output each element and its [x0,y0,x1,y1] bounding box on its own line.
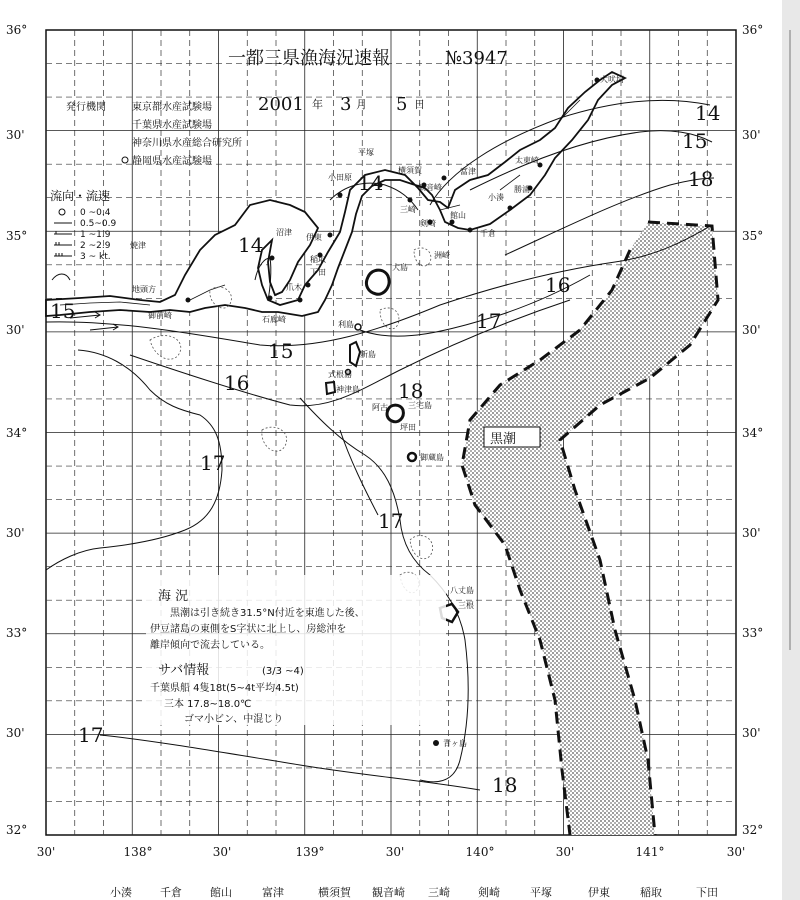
issuer-1: 東京都水産試験場 [132,102,212,113]
place-label: 勝浦 [514,185,530,194]
date-month: 3 [340,94,352,115]
place-label: 横須賀 [398,166,422,175]
saba-line-2: 三本 17.8~18.0℃ [164,699,252,710]
isotherm-label: 14 [358,171,384,195]
place-label: 小湊 [488,193,504,202]
bottom-strip-item: 観音崎 [372,886,405,899]
bottom-strip [0,882,800,900]
issuer-4: 静岡県水産試験場 [132,156,212,167]
longitude-label: 30' [36,845,56,859]
toshima-island [355,324,361,330]
latitude-label: 35° [6,229,28,243]
bottom-strip-item: 館山 [210,886,232,899]
isotherm-label: 15 [682,129,708,153]
place-label: 焼津 [130,241,146,250]
saba-line-1: 千葉県船 4隻18t(5~4t平均4.5t) [150,683,299,694]
place-label: 坪田 [400,423,416,432]
isotherm-label: 16 [545,273,571,297]
longitude-label: 30' [726,845,746,859]
place-label: 洲崎 [434,251,450,260]
latitude-label: 32° [742,823,764,837]
bottom-strip-item: 平塚 [530,886,552,899]
place-label: 下田 [310,268,326,277]
place-label: 爪木 [286,283,302,292]
bottom-strip-item: 伊東 [588,886,610,899]
miyakejima-island [387,405,403,422]
isotherm-label: 18 [688,167,714,191]
legend-item-1: 0 ~0.4 [80,208,111,218]
legend-item-2: 0.5~0.9 [80,219,117,229]
latitude-label: 35° [742,229,764,243]
latitude-labels-right [742,23,763,837]
latitude-label: 30' [6,323,25,337]
report-line-3: 離岸傾向で流去している。 [150,640,270,651]
bottom-strip-item: 三崎 [428,886,450,899]
place-label: 稲取 [310,255,326,264]
place-label: 三崎 [400,205,416,214]
legend-title: 流向・流速 [50,189,111,203]
legend-item-4: 2 ~2.9 [80,241,111,251]
report-number: №3947 [445,48,508,69]
issuer-2: 千葉県水産試験場 [132,120,212,131]
latitude-label: 32° [6,823,28,837]
kozushima-island [326,382,335,394]
latitude-labels-left [6,23,27,837]
place-label: 大島 [392,263,408,272]
issuers-label: 発行機関 [66,102,106,113]
longitude-label: 30' [555,845,575,859]
latitude-label: 30' [742,526,761,540]
place-label: 千倉 [480,229,496,238]
date-year-unit: 年 [312,98,323,111]
place-label: 犬吠埼 [600,75,624,84]
place-label: 御蔵島 [420,453,444,462]
saba-line-3: ゴマ小ビン、中混じり [184,714,284,725]
date-day-unit: 日 [414,98,425,111]
place-label: 太東崎 [515,156,539,165]
isotherm-label: 14 [695,101,721,125]
bottom-strip-item: 富津 [262,886,284,899]
place-label: 石廊崎 [262,315,286,324]
bottom-strip-item: 小湊 [110,886,132,899]
report-line-2: 伊豆諸島の東側をS字状に北上し、房総沖を [150,624,347,635]
place-label: 式根島 [328,370,352,379]
date-day: 5 [396,94,408,115]
place-label: 沼津 [276,228,292,237]
latitude-label: 36° [742,23,764,37]
scan-edge [782,0,800,900]
isotherm-label: 16 [224,371,250,395]
latitude-label: 30' [742,323,761,337]
aogashima-island [433,740,439,746]
place-label: 青ヶ島 [443,739,467,748]
report-title: 海 況 [158,589,189,604]
isotherm-label: 17 [200,451,226,475]
latitude-label: 36° [6,23,28,37]
longitude-label: 30' [385,845,405,859]
isotherm-label: 17 [476,309,502,333]
place-label: 平塚 [358,148,374,157]
isotherm-label: 15 [50,299,76,323]
latitude-label: 30' [742,726,761,740]
longitude-labels [37,845,746,859]
place-label: 新島 [360,350,376,359]
latitude-label: 30' [6,526,25,540]
place-label: 阿古 [372,403,388,412]
bottom-strip-item: 千倉 [160,886,182,899]
legend-item-5: 3 ~ kt. [80,252,111,262]
place-label: 御前崎 [148,311,172,320]
place-label: 富津 [460,167,476,176]
longitude-label: 138° [123,845,153,859]
bottom-strip-item: 下田 [696,886,718,899]
isotherm-label: 17 [78,723,104,747]
issuer-3: 神奈川県水産総合研究所 [132,138,242,149]
date-month-unit: 月 [356,98,367,111]
place-label: 観音崎 [418,183,442,192]
place-label: 利島 [338,320,354,329]
date-year: 2001 [258,94,304,115]
legend-item-3: 1 ~1.9 [80,230,111,240]
saba-title: サバ情報 [158,663,210,678]
oshima-island [366,270,389,294]
kuroshio-label: 黒潮 [490,432,517,447]
place-label: 三根 [458,601,474,610]
mikurajima-island [408,453,416,461]
latitude-label: 33° [742,626,764,640]
place-label: 地頭方 [132,285,156,294]
place-label: 館山 [450,211,466,220]
bottom-strip-item: 横須賀 [318,886,351,899]
longitude-label: 30' [212,845,232,859]
bottom-strip-item: 剣崎 [478,886,500,899]
saba-period: (3/3 ~4) [262,666,304,677]
longitude-label: 139° [295,845,325,859]
latitude-label: 30' [742,128,761,142]
latitude-label: 34° [6,426,28,440]
isotherm-label: 15 [268,339,294,363]
bottom-strip-item: 稲取 [640,886,662,899]
isotherm-label: 14 [238,233,264,257]
isotherm-label: 18 [492,773,518,797]
map-title: 一都三県漁海況速報 [228,48,390,69]
isotherm-label: 17 [378,509,404,533]
report-line-1: 黒潮は引き続き31.5°N付近を東進した後、 [170,608,365,619]
place-label: 剣崎 [420,219,436,228]
place-label: 八丈島 [450,586,474,595]
longitude-label: 140° [465,845,495,859]
place-label: 伊東 [306,233,322,242]
latitude-label: 33° [6,626,28,640]
place-label: 神津島 [336,385,360,394]
place-label: 三宅島 [408,401,432,410]
latitude-label: 34° [742,426,764,440]
latitude-label: 30' [6,726,25,740]
latitude-label: 30' [6,128,25,142]
isotherm-label: 18 [398,379,424,403]
place-label: 小田原 [328,173,352,182]
longitude-label: 141° [635,845,665,859]
